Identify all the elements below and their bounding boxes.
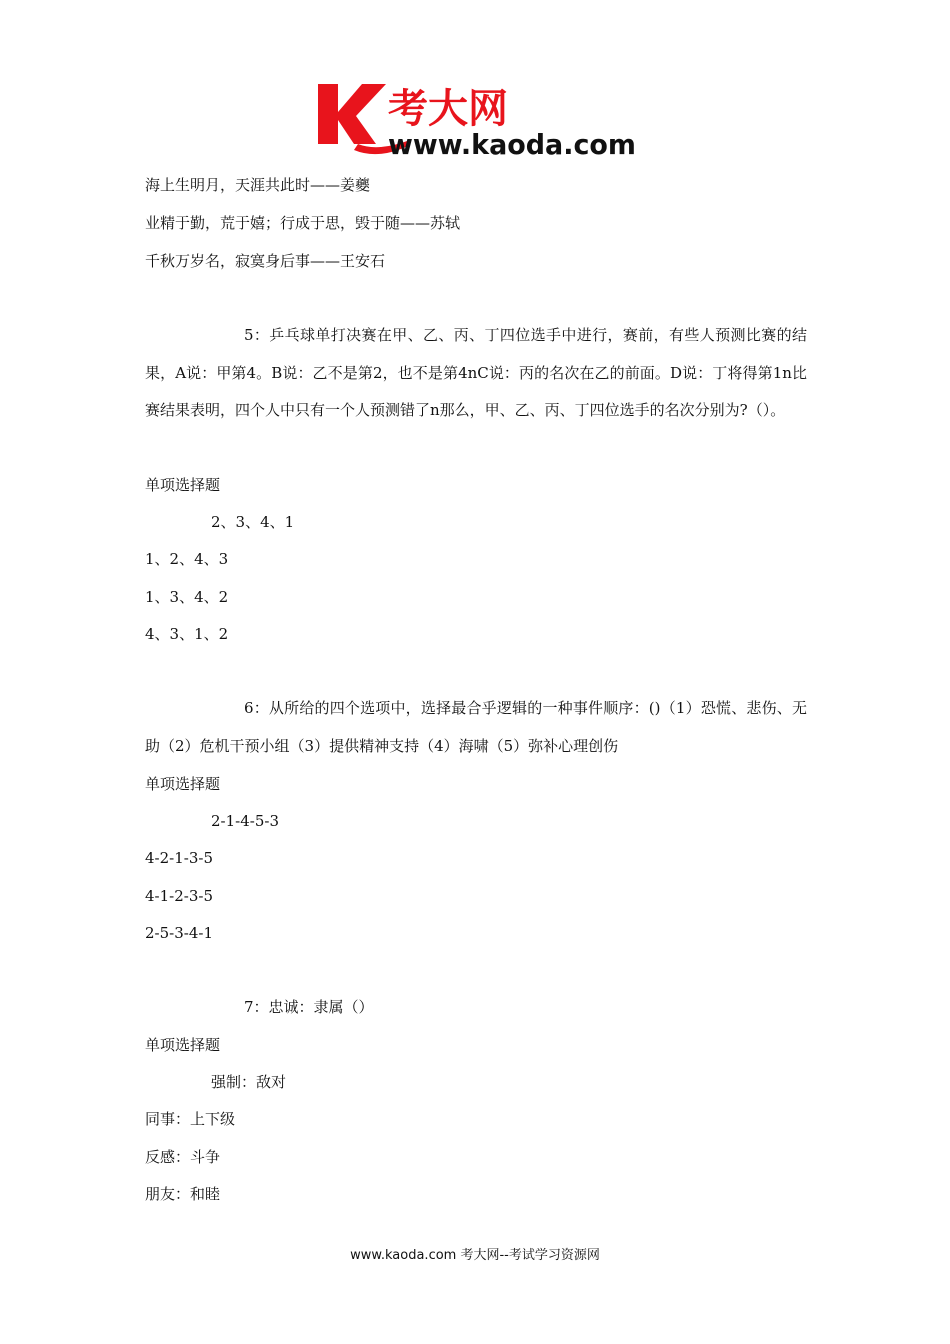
question-6-type: 单项选择题 — [145, 775, 221, 793]
question-6-stem: 6：从所给的四个选项中，选择最合乎逻辑的一种事件顺序：()（1）恐慌、悲伤、无助（2）危机干预小组（3）提供精神支持（4）海啸（5）弥补心理创伤 — [145, 699, 807, 755]
question-6-option-b: 4-2-1-3-5 — [145, 849, 213, 867]
page-footer: www.kaoda.com 考大网--考试学习资源网 — [350, 1248, 600, 1263]
question-7-type: 单项选择题 — [145, 1036, 221, 1054]
question-7-option-c: 反感：斗争 — [145, 1148, 221, 1166]
logo-k-mark — [318, 84, 386, 144]
logo-brand-cn: 考大网 — [388, 86, 508, 132]
poem-line-1: 海上生明月，天涯共此时——姜夔 — [145, 176, 371, 194]
question-7-option-b: 同事：上下级 — [145, 1110, 236, 1128]
poem-line-2: 业精于勤，荒于嬉；行成于思，毁于随——苏轼 — [145, 214, 461, 232]
logo-url: www.kaoda.com — [388, 128, 636, 160]
question-5-type: 单项选择题 — [145, 476, 221, 494]
question-5-option-a: 2、3、4、1 — [211, 513, 295, 531]
poem-line-3: 千秋万岁名，寂寞身后事——王安石 — [145, 252, 386, 270]
question-6-option-a: 2-1-4-5-3 — [211, 812, 279, 830]
question-5-option-b: 1、2、4、3 — [145, 550, 229, 568]
question-7-option-d: 朋友：和睦 — [145, 1185, 221, 1203]
question-5-stem: 5：乒乓球单打决赛在甲、乙、丙、丁四位选手中进行，赛前，有些人预测比赛的结果，A说：甲第4。B说：乙不是第2，也不是第4nC说：丙的名次在乙的前面。D说：丁将得第1n比赛结果表明，四个人中只有一个人预测错了n那么，甲、乙、丙、丁四位选手的名次分别为?（）。 — [145, 326, 807, 419]
question-7-option-a: 强制：敌对 — [211, 1073, 287, 1091]
question-5-option-d: 4、3、1、2 — [145, 625, 229, 643]
question-6-option-d: 2-5-3-4-1 — [145, 924, 213, 942]
kaoda-logo — [318, 78, 638, 160]
question-7-stem: 7：忠诚：隶属（） — [244, 998, 374, 1016]
question-6-option-c: 4-1-2-3-5 — [145, 887, 213, 905]
question-5-option-c: 1、3、4、2 — [145, 588, 229, 606]
